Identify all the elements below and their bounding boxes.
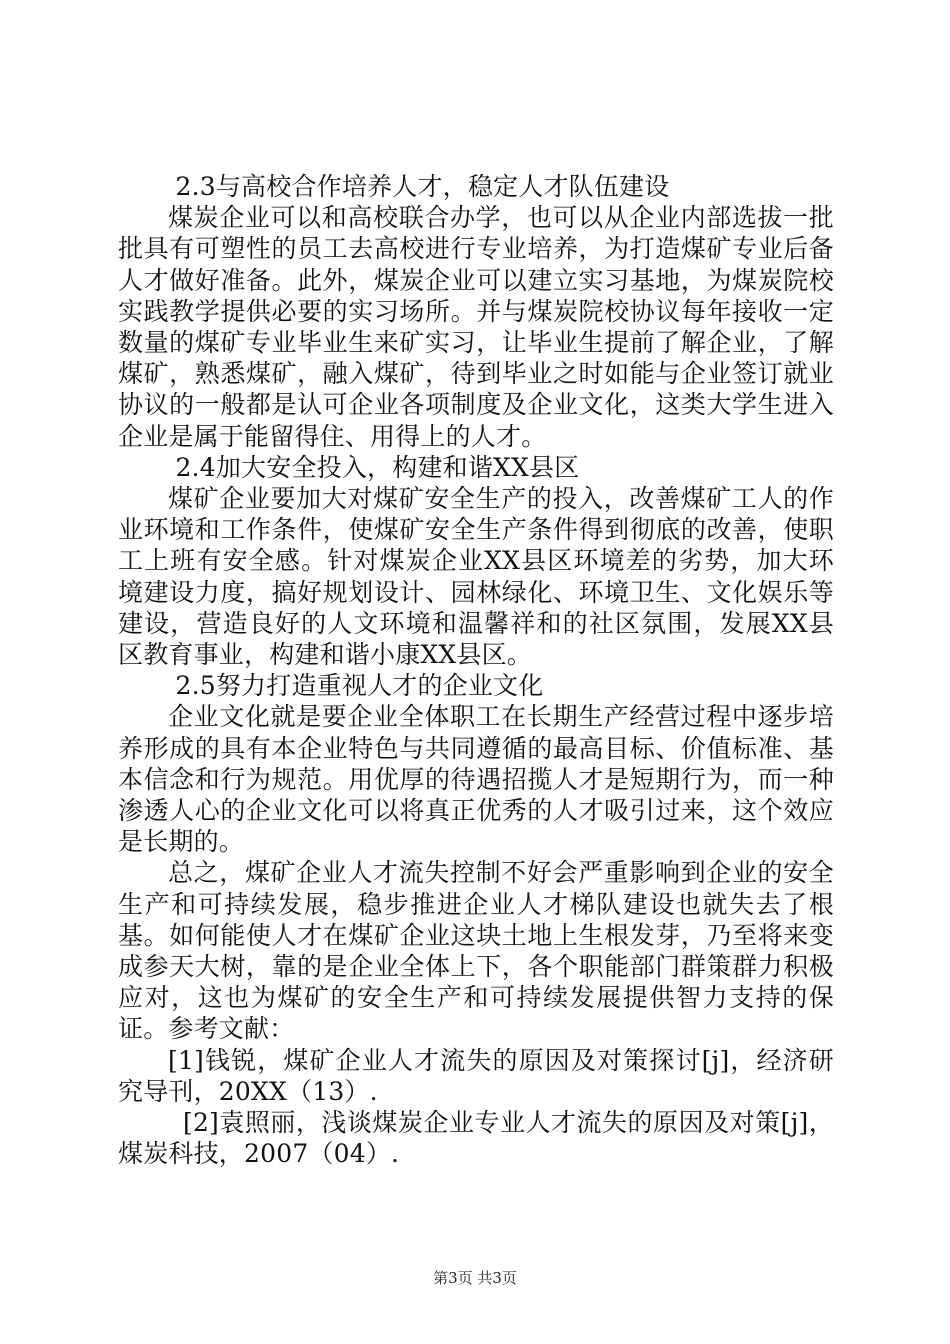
section-heading-2-4: 2.4加大安全投入，构建和谐XX县区 (175, 452, 580, 482)
paragraph-conclusion: 总之，煤矿企业人才流失控制不好会严重影响到企业的安全生产和可持续发展，稳步推进企业人才梯队建设也就失去了根基。如何能使人才在煤矿企业这块土地上生根发芽，乃至将来变成参天大树，靠的是企业全体上下，各个职能部门群策群力积极应对，这也为煤矿的安全生产和可持续发展提供智力支持的保证。参考文献： (118, 858, 834, 1044)
section-heading-2-5: 2.5努力打造重视人才的企业文化 (175, 671, 544, 701)
reference-item-1: [1]钱锐，煤矿企业人才流失的原因及对策探讨[j]，经济研究导刊，20XX（13）. (118, 1045, 834, 1106)
reference-item-2: [2]袁照丽，浅谈煤炭企业专业人才流失的原因及对策[j]，煤炭科技，2007（04）. (118, 1108, 834, 1169)
paragraph-corporate-culture: 企业文化就是要企业全体职工在长期生产经营过程中逐步培养形成的具有本企业特色与共同遵循的最高目标、价值标准、基本信念和行为规范。用优厚的待遇招揽人才是短期行为，而一种渗透人心的企业文化可以将真正优秀的人才吸引过来，这个效应是长期的。 (118, 702, 834, 857)
page-footer: 第3页 共3页 (433, 1269, 517, 1287)
paragraph-university-cooperation: 煤炭企业可以和高校联合办学，也可以从企业内部选拔一批批具有可塑性的员工去高校进行专业培养，为打造煤矿专业后备人才做好准备。此外，煤炭企业可以建立实习基地，为煤炭院校实践教学提供必要的实习场所。并与煤炭院校协议每年接收一定数量的煤矿专业毕业生来矿实习，让毕业生提前了解企业，了解煤矿，熟悉煤矿，融入煤矿，待到毕业之时如能与企业签订就业协议的一般都是认可企业各项制度及企业文化，这类大学生进入企业是属于能留得住、用得上的人才。 (118, 203, 834, 451)
document-body (118, 171, 834, 1170)
paragraph-safety-investment: 煤矿企业要加大对煤矿安全生产的投入，改善煤矿工人的作业环境和工作条件，使煤矿安全生产条件得到彻底的改善，使职工上班有安全感。针对煤炭企业XX县区环境差的劣势，加大环境建设力度，搞好规划设计、园林绿化、环境卫生、文化娱乐等建设，营造良好的人文环境和温馨祥和的社区氛围，发展XX县区教育事业，构建和谐小康XX县区。 (118, 484, 834, 670)
section-heading-2-3: 2.3与高校合作培养人才，稳定人才队伍建设 (175, 172, 670, 201)
